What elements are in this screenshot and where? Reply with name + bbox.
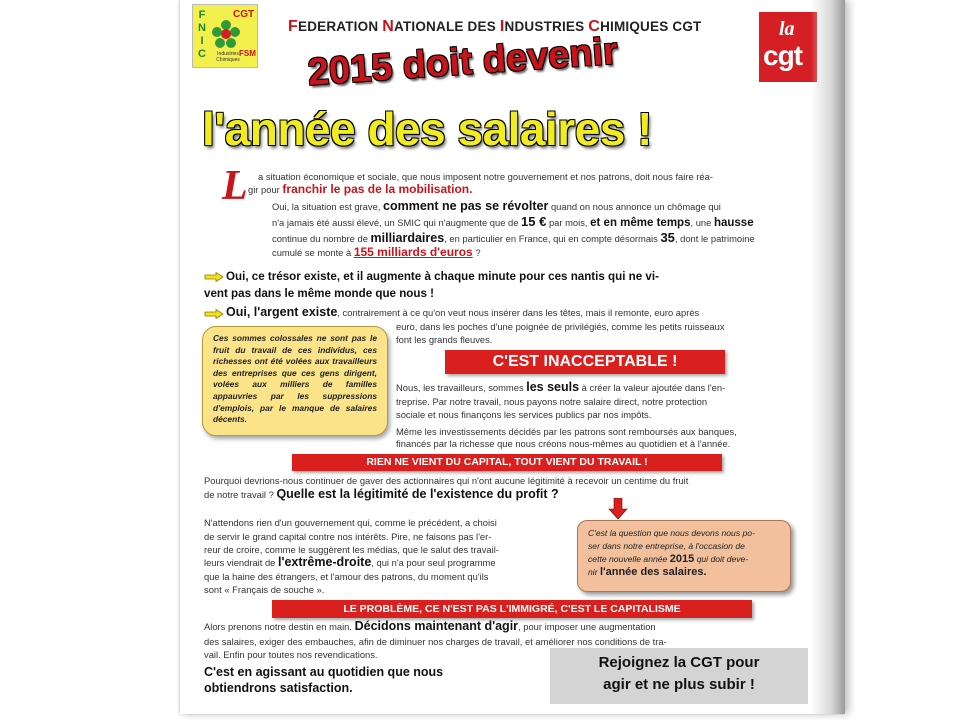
travailleurs-line-1: Nous, les travailleurs, sommes les seuls à créer la valeur ajoutée dans l'en- [396,380,726,394]
destin-line-3: vail. Enfin pour toutes nos revendications. [204,649,378,660]
gouvernement-line-5: que la haine des étrangers, et l'amour des patrons, du moment qu'ils [204,571,489,582]
fnic-letter: C [198,48,206,60]
intro-line-2: gir pour franchir le pas de la mobilisation. [248,182,473,196]
cgt-logo-cgt: cgt [763,40,802,71]
para2-line-1: Oui, la situation est grave, comment ne pas se révolter quand on nous annonce un chômage qui [272,199,721,213]
final-line-2: obtiendrons satisfaction. [204,681,353,695]
destin-line-1: Alors prenons notre destin en main. Décidons maintenant d'agir, pour imposer une augmentation [204,619,656,633]
actionnaires-line-2: de notre travail ? Quelle est la légitimité de l'existence du profit ? [204,487,559,501]
investissements-line-1: Même les investissements décidés par les patrons sont remboursés aux banques, [396,426,737,437]
cgt-logo-la: la [779,18,795,40]
argent-line-3: font les grands fleuves. [396,334,493,345]
beige-line-4: nir l'année des salaires. [588,566,707,578]
cgt-logo [759,12,817,82]
investissements-line-2: financés par la richesse que nous créons nous-mêmes au quotidien et à l'année. [396,438,731,449]
federation-word-rest: HIMIQUES CGT [600,19,702,34]
arrow-right-icon [204,309,224,319]
fnic-letter: I [200,35,204,47]
beige-callout-box [577,520,791,592]
join-line-1: Rejoignez la CGT pour [598,654,760,671]
travailleurs-line-3: sociale et nous finançons les services publics par nos impôts. [396,409,652,420]
travailleurs-line-2: treprise. Par notre travail, nous payons notre salaire direct, notre protection [396,396,708,407]
dropcap: L [222,163,248,209]
federation-header [288,18,701,36]
gouvernement-line-4: leurs viendrait de l'extrême-droite, qui n'a pour seul programme [204,555,496,569]
federation-word-rest: NDUSTRIES [504,19,589,34]
fnic-logo [192,4,258,68]
fnic-letter: F [198,9,206,21]
fnic-cgt-text: CGT [233,9,255,20]
title-line-2: l'année des salaires ! [202,103,652,155]
federation-capital-letter: F [288,18,298,35]
fnic-small-text: Industries Chimiques [216,51,240,63]
final-line-1: C'est en agissant au quotidien que nous [204,665,444,679]
join-cgt-box [550,648,808,704]
argent-line-1: Oui, l'argent existe, contrairement à ce qu'on veut nous insérer dans les têtes, mais il remonte, euro après [204,306,699,319]
fnic-fsm-text: FSM [239,49,256,58]
tresor-line-2: vent pas dans le même monde que nous ! [204,287,434,300]
gouvernement-line-6: sont « Français de souche ». [204,584,325,595]
federation-capital-letter: N [382,18,395,35]
gouvernement-line-3: reur de croire, comme le suggèrent les médias, que le salut des travail- [204,544,499,555]
tract-page [180,0,845,714]
banner-inacceptable: C'EST INACCEPTABLE ! [445,350,725,374]
destin-line-2: des salaires, exiger des embauches, afin de diminuer nos charges de travail, et améliorer nos conditions de tra- [204,636,667,647]
arrow-down-icon [608,498,628,520]
join-line-2: agir et ne plus subir ! [603,676,755,693]
fnic-letter: N [198,22,206,34]
banner-immigre: LE PROBLÈME, CE N'EST PAS L'IMMIGRÉ, C'EST LE CAPITALISME [272,600,752,618]
federation-word-rest: ATIONALE DES [394,19,500,34]
para2-line-4: cumulé se monte à 155 milliards d'euros ? [272,245,481,259]
title-line-1: 2015 doit devenir [306,30,620,94]
beige-line-1: C'est la question que nous devons nous po- [588,528,755,538]
flower-icon [211,19,241,49]
actionnaires-line-1: Pourquoi devrions-nous continuer de gaver des actionnaires qui n'ont aucune légitimité à recevoir un centime du fruit [204,475,689,486]
page-curl-shadow [811,0,845,714]
para2-line-3: continue du nombre de milliardaires, en particulier en France, qui en compte désormais 35, dont le patrimoine [272,230,755,245]
fnic-vertical-text [195,9,209,61]
yellow-callout-box: Ces sommes colossales ne sont pas le fruit du travail de ces individus, ces richesses ont été volées aux travailleurs des entreprises que ces gens dirigent, volées aux milliers de familles appauvries par les suppressions d'emplois, par le manque de salaires décents. [202,326,388,436]
gouvernement-line-2: de servir le grand capital contre nos intérêts. Pire, ne faisons pas l'er- [204,531,492,542]
tresor-line-1: Oui, ce trésor existe, et il augmente à chaque minute pour ces nantis qui ne vi- [204,269,659,285]
argent-line-2: euro, dans les poches d'une poignée de privilégiés, comme les petits ruisseaux [396,321,725,332]
beige-line-3: cette nouvelle année 2015 qui doit deve- [588,553,749,565]
arrow-right-icon [204,272,224,282]
federation-word-rest: EDERATION [297,19,383,34]
beige-line-2: ser dans notre entreprise, à l'occasion de [588,541,745,551]
para2-line-2: n'a jamais été aussi élevé, un SMIC qui n'augmente que de 15 € par mois, et en même temps, une hausse [272,214,754,229]
gouvernement-line-1: N'attendons rien d'un gouvernement qui, comme le précédent, a choisi [204,517,497,528]
intro-line-1: a situation économique et sociale, que nous imposent notre gouvernement et nos patrons, doit nous faire réa- [258,171,713,182]
federation-capital-letter: C [588,18,601,35]
federation-capital-letter: I [499,18,505,35]
banner-capital: RIEN NE VIENT DU CAPITAL, TOUT VIENT DU TRAVAIL ! [292,454,722,471]
